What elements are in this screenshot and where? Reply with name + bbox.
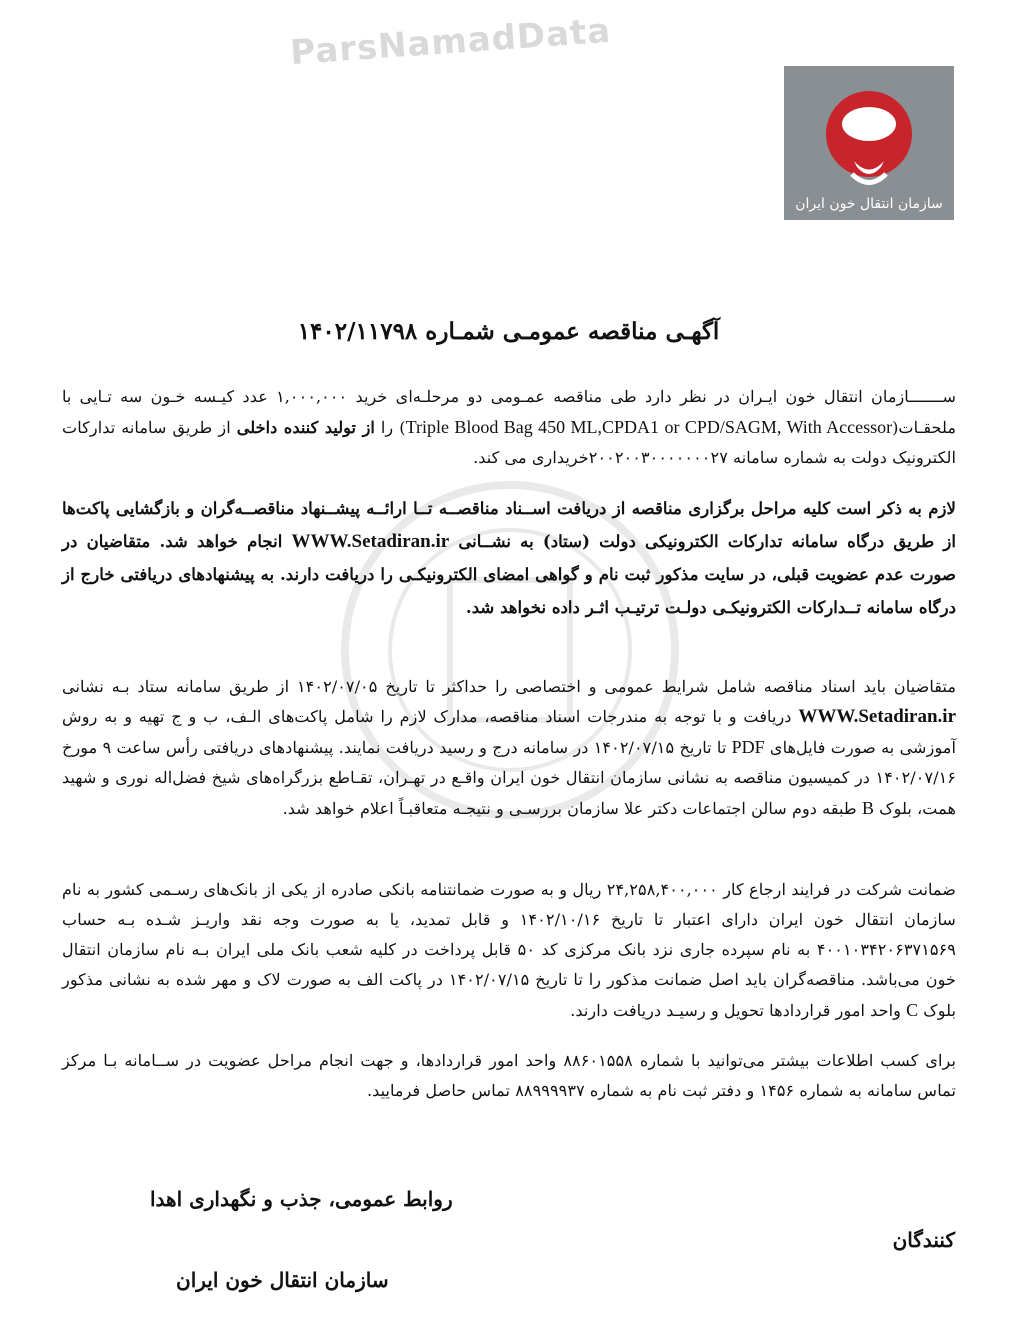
paragraph-2-part-1: لازم به ذکر است کلیه مراحل برگزاری مناقصه از دریافت اســناد مناقصــه تــا ارائــه پیشــنهاد مناقصــه‌گران و بازگشایی پاکت‌ها از طریق درگاه سامانه تدارکات الکترونیکی دولت (ستاد) به نشــانی xyxy=(62,498,956,551)
page-title: آگهـی مناقصه عمومـی شمـاره ۱۴۰۲/۱۱۷۹۸ xyxy=(297,318,720,345)
paragraph-1 xyxy=(62,382,956,473)
blood-drop-logo-icon xyxy=(784,66,954,220)
paragraph-1-bold: از تولید کننده داخلی xyxy=(236,418,375,437)
paragraph-1-part-3: از طریق سامانه تدارکات الکترونیک دولت به شماره سامانه ۲۰۰۲۰۰۳۰۰۰۰۰۰۰۲۷خریداری می کند. xyxy=(62,418,956,467)
setadiran-link[interactable]: WWW.Setadiran.ir xyxy=(291,531,450,552)
paragraph-3-part-2: دریافت و با توجه به مندرجات اسناد مناقصه، مدارک لازم را شامل پاکت‌های الـف، ب و ج تهیه و به روش آموزشی به صورت فایل‌های xyxy=(62,707,956,757)
paragraph-4-part-1: ضمانت شرکت در فرایند ارجاع کار ۲۴,۲۵۸,۴۰۰,۰۰۰ ریال و به صورت ضمانتنامه بانکی صادره از یکی از بانک‌های رسـمی کشور به نام سازمان انتقال خون ایران دارای اعتبار تا تاریخ ۱۴۰۲/۱۰/۱۶ و قابل تمدید، یا به صورت وجه نقد واریـز شـده بـه حساب ۴۰۰۱۰۳۴۲۰۶۳۷۱۵۶۹ به نام سپرده جاری نزد بانک مرکزی کد ۵۰ قابل پرداخت در کلیه شعب بانک ملی ایران بـه نام سازمان انتقال خون می‌باشد. مناقصه‌گران باید اصل ضمانت مذکور را تا تاریخ ۱۴۰۲/۰۷/۱۵ در پاکت الف به صورت لاک و مهر شده به نشانی مذکور بلوک xyxy=(62,880,957,1020)
logo-caption: سازمان انتقال خون ایران xyxy=(795,196,943,212)
pdf-label: PDF xyxy=(731,737,765,757)
watermark-text: ParsNamadData xyxy=(288,10,613,74)
paragraph-3 xyxy=(62,672,956,824)
paragraph-3-part-4: طبقه دوم سالن اجتماعات دکتر علا سازمان بررسـی و نتیجـه متعاقبـاً اعلام خواهد شد. xyxy=(282,799,862,818)
paragraph-5 xyxy=(62,1046,956,1106)
block-b-label: B xyxy=(861,798,874,818)
paragraph-4-part-2: واحد امور قراردادها تحویل و رسیـد دریافت دارند. xyxy=(570,1001,907,1020)
paragraph-2 xyxy=(62,492,956,624)
paragraph-1-part-2: ) را xyxy=(374,418,406,437)
signature-organization: سازمان انتقال خون ایران xyxy=(176,1268,389,1292)
paragraph-2-part-2: انجام خواهد شد. متقاضیان در صورت عدم عضویت قبلی، در سایت مذکور ثبت نام و گواهی امضای الکترونیکـی را دریافت دارند. به پیشنهادهای دریافتی خارج از درگاه سامانه تــدارکات الکترونیکـی دولـت ترتیـب اثـر داده نخواهد شد. xyxy=(62,531,956,617)
paragraph-4 xyxy=(62,875,956,1026)
product-name: Triple Blood Bag 450 ML,CPDA1 or CPD/SAGM, With Accessor xyxy=(405,417,893,437)
paragraph-1-part-1: ســـــــازمان انتقال خون ایـران در نظر دارد طی مناقصه عمـومی دو مرحلـه‌ای خرید ۱,۰۰۰,۰۰۰ عدد کیـسه خـون سه تـایی با ملحقـات( xyxy=(62,387,957,437)
paragraph-3-part-3: تا تاریخ ۱۴۰۲/۰۷/۱۵ در سامانه درج و رسید دریافت نمایند. پیشنهادهای دریافتی رأس ساعت ۹ مورخ ۱۴۰۲/۰۷/۱۶ در کمیسیون مناقصه به نشانی سازمان انتقال خون ایران واقـع در تهـران، تقـاطع بزرگراه‌های شیخ فضل‌اله نوری و شهید همت، بلوک xyxy=(62,738,956,818)
signature-donors: کنندگان xyxy=(892,1228,955,1252)
block-c-label: C xyxy=(906,1000,919,1020)
paragraph-5-text: برای کسب اطلاعات بیشتر می‌توانید با شماره ۸۸۶۰۱۵۵۸ واحد امور قراردادها، و جهت انجام مراحل عضویت در ســامانه بـا مرکز تماس سامانه به شماره ۱۴۵۶ و دفتر ثبت نام به شماره ۸۸۹۹۹۹۳۷ تماس حاصل فرمایید. xyxy=(62,1051,956,1100)
signature-department: روابط عمومی، جذب و نگهداری اهدا xyxy=(150,1187,453,1211)
paragraph-3-part-1: متقاضیان باید اسناد مناقصه شامل شرایط عمومی و اختصاصی را حداکثر تا تاریخ ۱۴۰۲/۰۷/۰۵ از طریق سامانه ستاد بـه نشانی xyxy=(62,677,956,696)
setadiran-link-2[interactable]: WWW.Setadiran.ir xyxy=(798,706,956,727)
organization-logo xyxy=(784,66,954,220)
